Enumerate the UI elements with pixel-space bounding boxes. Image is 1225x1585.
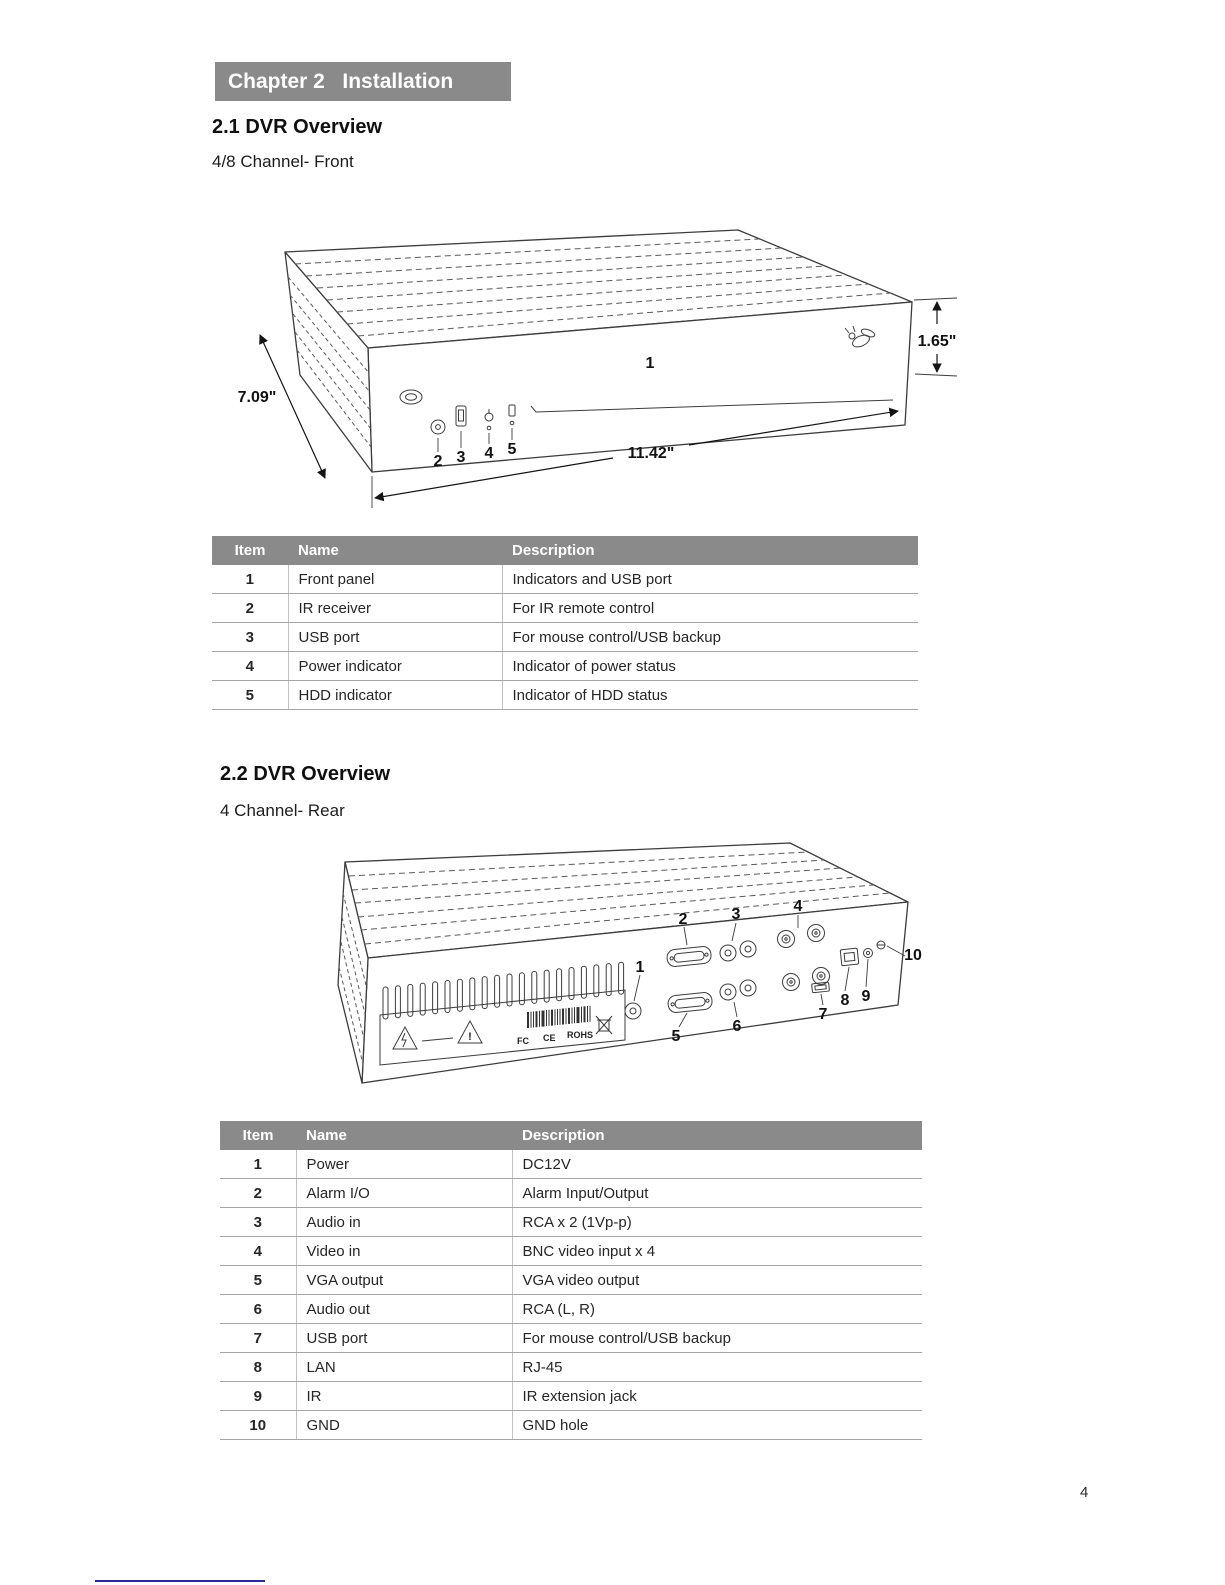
name-cell: USB port — [296, 1324, 512, 1353]
height-dim-label: 1.65" — [917, 333, 957, 350]
description-cell: For mouse control/USB backup — [512, 1324, 922, 1353]
description-cell: Indicator of power status — [502, 652, 918, 681]
rear-table-body — [220, 1150, 922, 1440]
description-cell: GND hole — [512, 1411, 922, 1440]
section-2-1-subtitle: 4/8 Channel- Front — [212, 152, 354, 171]
item-cell: 1 — [212, 565, 288, 594]
front-callout-1: 1 — [645, 355, 655, 372]
name-cell: IR — [296, 1382, 512, 1411]
rohs-mark: ROHS — [567, 1030, 594, 1040]
description-cell: IR extension jack — [512, 1382, 922, 1411]
rear-callout-2: 2 — [678, 911, 688, 928]
chapter-header: Chapter 2 Installation — [215, 62, 511, 101]
rear-callout-1: 1 — [635, 959, 645, 976]
front-callout-4: 4 — [484, 445, 494, 462]
front-callout-3: 3 — [456, 449, 466, 466]
rear-callout-3: 3 — [731, 906, 741, 923]
name-cell: Audio out — [296, 1295, 512, 1324]
item-cell: 5 — [220, 1266, 296, 1295]
item-cell: 3 — [212, 623, 288, 652]
name-cell: VGA output — [296, 1266, 512, 1295]
table-row — [220, 1266, 922, 1295]
table-row — [220, 1237, 922, 1266]
rear-dvr-diagram — [255, 835, 945, 1100]
name-cell: Video in — [296, 1237, 512, 1266]
table-row — [220, 1382, 922, 1411]
rear-callout-6: 6 — [732, 1018, 742, 1035]
name-cell: Power indicator — [288, 652, 502, 681]
table-row — [212, 594, 918, 623]
column-header: Item — [220, 1121, 296, 1150]
rear-table-header-row — [220, 1121, 922, 1150]
name-cell: Alarm I/O — [296, 1179, 512, 1208]
description-cell: RCA x 2 (1Vp-p) — [512, 1208, 922, 1237]
front-table-body — [212, 565, 918, 710]
rear-table — [220, 1121, 922, 1440]
description-cell: For mouse control/USB backup — [502, 623, 918, 652]
name-cell: Power — [296, 1150, 512, 1179]
table-row — [220, 1295, 922, 1324]
table-row — [212, 565, 918, 594]
item-cell: 2 — [212, 594, 288, 623]
table-row — [212, 681, 918, 710]
section-2-1-title: 2.1 DVR Overview — [212, 116, 383, 138]
exclamation-glyph: ! — [468, 1031, 472, 1043]
item-cell: 7 — [220, 1324, 296, 1353]
front-callout-5: 5 — [507, 441, 517, 458]
description-cell: Indicator of HDD status — [502, 681, 918, 710]
item-cell: 6 — [220, 1295, 296, 1324]
section-2-2-subtitle: 4 Channel- Rear — [220, 801, 345, 820]
front-table-header-row — [212, 536, 918, 565]
description-cell: Alarm Input/Output — [512, 1179, 922, 1208]
description-cell: BNC video input x 4 — [512, 1237, 922, 1266]
description-cell: Indicators and USB port — [502, 565, 918, 594]
description-cell: RCA (L, R) — [512, 1295, 922, 1324]
description-cell: VGA video output — [512, 1266, 922, 1295]
front-table — [212, 536, 918, 710]
item-cell: 3 — [220, 1208, 296, 1237]
front-callout-2: 2 — [433, 453, 443, 470]
column-header: Name — [296, 1121, 512, 1150]
description-cell: For IR remote control — [502, 594, 918, 623]
item-cell: 10 — [220, 1411, 296, 1440]
footer-rule — [95, 1580, 265, 1582]
name-cell: Front panel — [288, 565, 502, 594]
table-row — [220, 1150, 922, 1179]
depth-dim-label: 7.09" — [237, 389, 277, 406]
table-row — [220, 1208, 922, 1237]
rear-callout-9: 9 — [861, 988, 871, 1005]
name-cell: IR receiver — [288, 594, 502, 623]
item-cell: 9 — [220, 1382, 296, 1411]
name-cell: LAN — [296, 1353, 512, 1382]
item-cell: 1 — [220, 1150, 296, 1179]
front-dvr-diagram — [215, 200, 985, 530]
rear-callout-8: 8 — [840, 992, 850, 1009]
item-cell: 8 — [220, 1353, 296, 1382]
name-cell: USB port — [288, 623, 502, 652]
item-cell: 2 — [220, 1179, 296, 1208]
rear-callout-5: 5 — [671, 1028, 681, 1045]
rear-callout-7: 7 — [818, 1006, 828, 1023]
column-header: Description — [502, 536, 918, 565]
table-row — [212, 623, 918, 652]
table-row — [220, 1324, 922, 1353]
section-2-2-title: 2.2 DVR Overview — [220, 763, 391, 785]
name-cell: HDD indicator — [288, 681, 502, 710]
table-row — [220, 1411, 922, 1440]
column-header: Description — [512, 1121, 922, 1150]
column-header: Name — [288, 536, 502, 565]
item-cell: 4 — [220, 1237, 296, 1266]
rear-callout-4: 4 — [793, 898, 803, 915]
width-dim-label: 11.42" — [627, 445, 675, 462]
table-row — [212, 652, 918, 681]
description-cell: DC12V — [512, 1150, 922, 1179]
dimension-height — [914, 298, 957, 376]
fcc-mark: FC — [517, 1036, 529, 1046]
item-cell: 5 — [212, 681, 288, 710]
name-cell: Audio in — [296, 1208, 512, 1237]
item-cell: 4 — [212, 652, 288, 681]
table-row — [220, 1353, 922, 1382]
rear-callout-10: 10 — [904, 947, 922, 964]
column-header: Item — [212, 536, 288, 565]
ce-mark: CE — [543, 1033, 556, 1043]
table-row — [220, 1179, 922, 1208]
name-cell: GND — [296, 1411, 512, 1440]
page-number: 4 — [1080, 1484, 1089, 1501]
description-cell: RJ-45 — [512, 1353, 922, 1382]
